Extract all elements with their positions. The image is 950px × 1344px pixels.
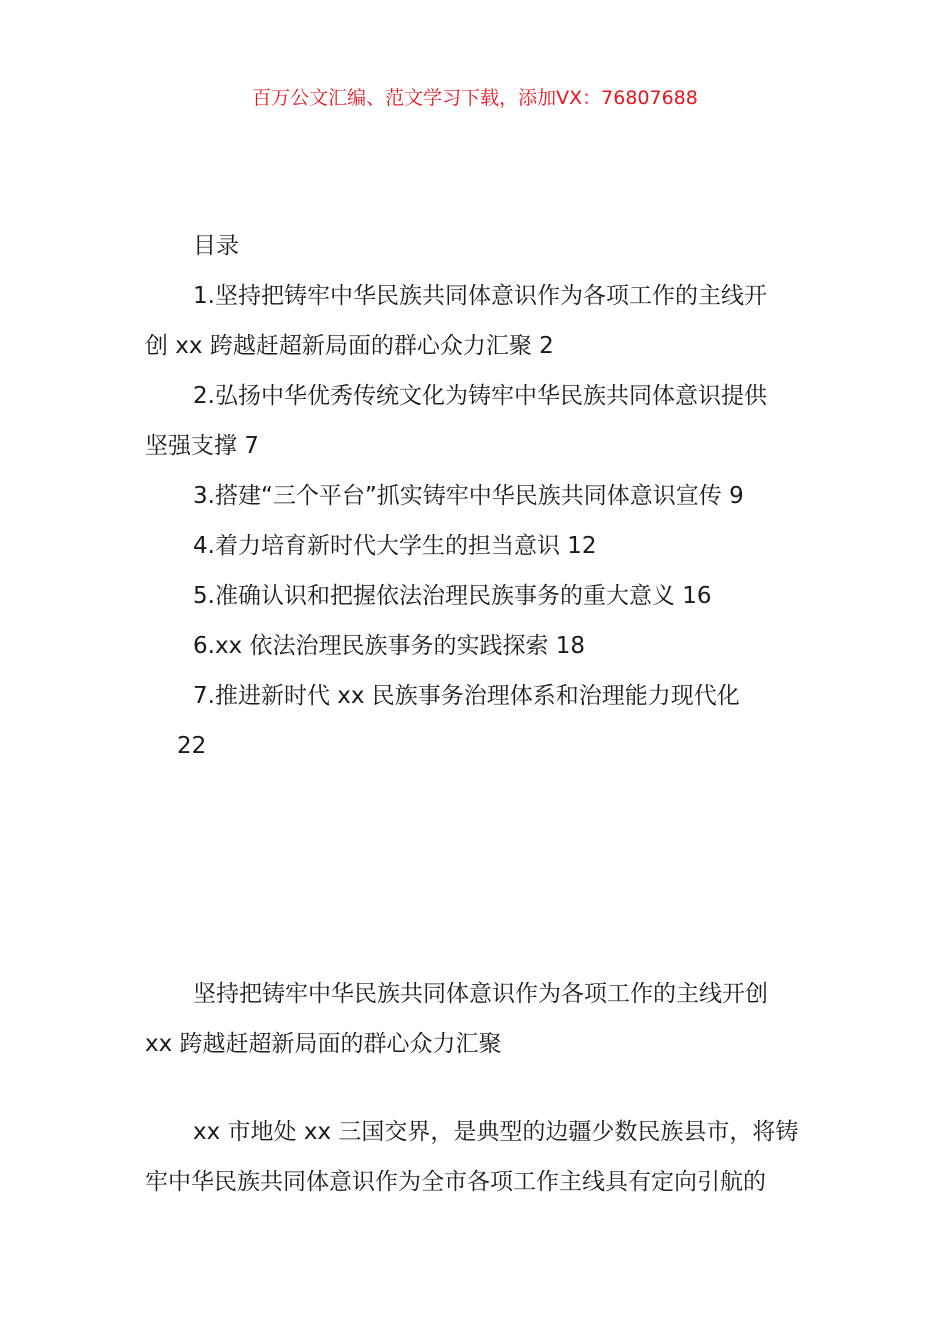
toc-item-text-cont: 创 xx 跨越赶超新局面的群心众力汇聚 2 [145,333,554,359]
toc-title: 目录 [193,233,239,259]
toc-item-text-cont: 22 [177,733,207,759]
toc-item-text: 2.弘扬中华优秀传统文化为铸牢中华民族共同体意识提供 [193,383,767,409]
toc-item-5[interactable] [145,575,817,625]
article-paragraph-cont: 牢中华民族共同体意识作为全市各项工作主线具有定向引航的 [145,1169,766,1195]
toc-item-7[interactable] [145,675,817,775]
toc-item-1[interactable] [145,275,817,375]
spacer [145,1073,817,1111]
toc-item-4[interactable] [145,525,817,575]
article-paragraph: xx 市地处 xx 三国交界，是典型的边疆少数民族县市，将铸 [193,1119,799,1145]
toc-item-text: 7.推进新时代 xx 民族事务治理体系和治理能力现代化 [193,683,740,709]
spacer [145,775,817,973]
toc-item-6[interactable] [145,625,817,675]
toc-item-2[interactable] [145,375,817,475]
toc-item-text-cont: 坚强支撑 7 [145,433,259,459]
toc-item-text: 1.坚持把铸牢中华民族共同体意识作为各项工作的主线开 [193,283,767,309]
toc-item-text: 3.搭建“三个平台”抓实铸牢中华民族共同体意识宣传 9 [193,483,744,509]
toc-item-text: 6.xx 依法治理民族事务的实践探索 18 [193,633,586,659]
document-body [145,225,817,1211]
article-title-cont: xx 跨越赶超新局面的群心众力汇聚 [145,1031,502,1057]
toc-item-text: 4.着力培育新时代大学生的担当意识 12 [193,533,597,559]
watermark-header: 百万公文汇编、范文学习下载，添加VX：76807688 [252,87,698,109]
toc-item-3[interactable] [145,475,817,525]
article-title: 坚持把铸牢中华民族共同体意识作为各项工作的主线开创 [193,981,768,1007]
toc-item-text: 5.准确认识和把握依法治理民族事务的重大意义 16 [193,583,712,609]
